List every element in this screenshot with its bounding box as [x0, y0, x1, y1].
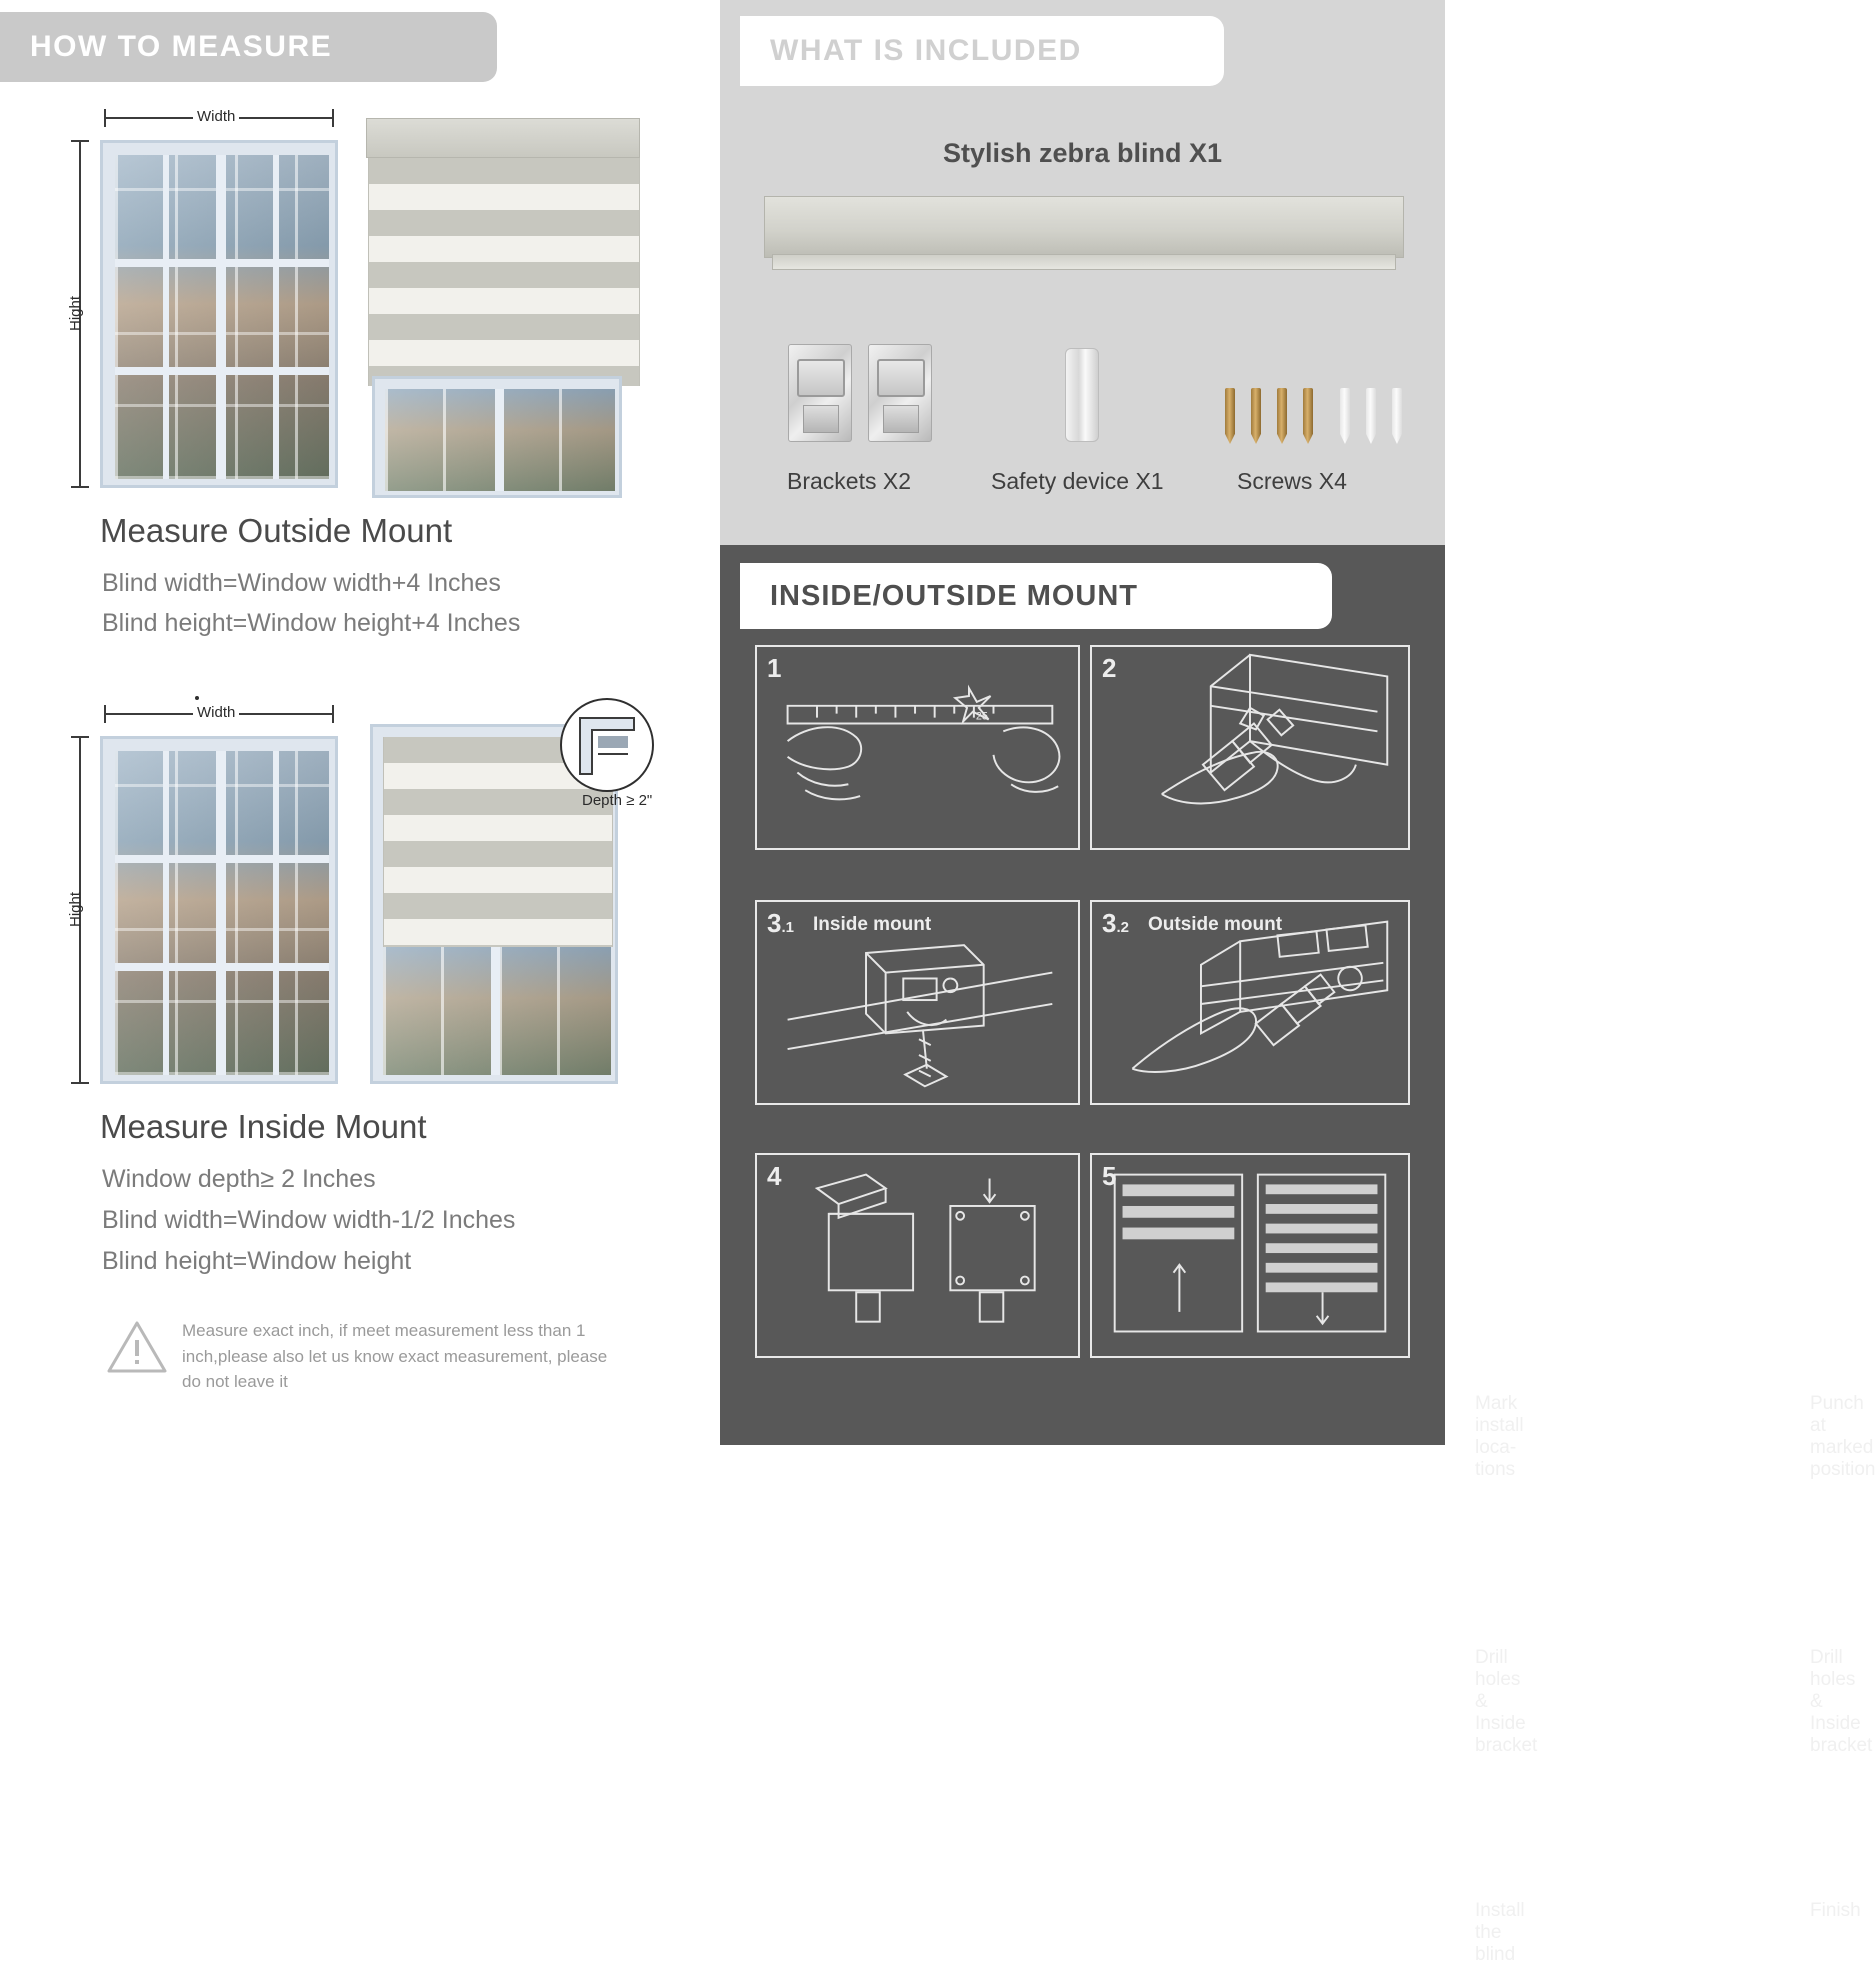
step-5-illustration — [1090, 1153, 1410, 1358]
depth-callout-anchor — [195, 696, 199, 700]
inside-height-label: Hight — [67, 891, 85, 928]
under-blind-mullion — [495, 389, 504, 491]
step-3-1-subtitle: Inside mount — [813, 914, 932, 935]
zebra-blind-headrail-image — [764, 196, 1404, 272]
warning-triangle-icon — [106, 1318, 168, 1381]
step-4-caption: Install the blind — [1475, 1900, 1525, 1965]
wall-anchor-2 — [1366, 388, 1376, 444]
step-3-1-caption: Drill holes & Inside bracket — [1475, 1647, 1538, 1756]
what-is-included-title: WHAT IS INCLUDED — [770, 34, 1082, 67]
inside-outside-mount-title: INSIDE/OUTSIDE MOUNT — [770, 579, 1139, 612]
outside-mount-line-1: Blind width=Window width+4 Inches — [102, 569, 501, 597]
step-2-number: 2 — [1102, 653, 1117, 683]
step-2-illustration — [1090, 645, 1410, 850]
safety-device-label: Safety device X1 — [991, 468, 1164, 494]
brackets-label: Brackets X2 — [787, 468, 911, 494]
inside-height-tick-bottom — [71, 1082, 89, 1084]
step-1-caption: Mark install loca- tions — [1475, 1393, 1524, 1480]
measure-note — [106, 1318, 626, 1395]
screw-metal-4 — [1303, 388, 1313, 444]
svg-text:25: 25 — [975, 710, 988, 723]
left-column — [0, 0, 711, 1445]
wall-anchor-1 — [1340, 388, 1350, 444]
headrail-lip — [772, 254, 1396, 270]
window-frame-under-blind-outside — [372, 376, 622, 498]
outside-mount-diagram — [0, 100, 711, 500]
screw-metal-1 — [1225, 388, 1235, 444]
how-to-measure-title: HOW TO MEASURE — [30, 30, 333, 63]
window-mullion-h1-inside — [115, 855, 329, 863]
blind-headrail-outside — [366, 118, 640, 158]
window-frame-inside — [100, 736, 338, 1084]
included-parts-row — [720, 340, 1445, 450]
step-4-illustration — [755, 1153, 1080, 1358]
step-5-number: 5 — [1102, 1161, 1117, 1191]
window-mullion-h2 — [115, 367, 329, 375]
step-4-number: 4 — [767, 1161, 782, 1191]
step-3-2-number: 3.2 — [1102, 908, 1129, 938]
zebra-fabric-outside — [368, 158, 640, 386]
step-5-sketch — [1092, 1155, 1408, 1356]
window-mullion-v2-inside — [163, 751, 169, 1075]
inside-mount-diagram — [0, 696, 711, 1096]
window-mullion-h1 — [115, 259, 329, 267]
headrail-top — [764, 196, 1404, 258]
depth-callout-circle — [560, 698, 654, 792]
under-blind-mullion-inside — [491, 947, 500, 1075]
step-3-2-caption: Drill holes & Inside bracket — [1810, 1647, 1873, 1756]
window-mullion-v3-inside — [273, 751, 279, 1075]
step-1-sketch — [757, 647, 1078, 848]
step-3-2-illustration — [1090, 900, 1410, 1105]
inside-outside-mount-ribbon — [740, 563, 1332, 629]
step-1-illustration — [755, 645, 1080, 850]
window-mullion-v3 — [273, 155, 279, 479]
window-mullion-v2 — [163, 155, 169, 479]
how-to-measure-ribbon — [0, 12, 497, 82]
safety-device-part — [1065, 348, 1099, 442]
inside-mount-line-1: Window depth≥ 2 Inches — [102, 1165, 376, 1193]
outside-mount-heading: Measure Outside Mount — [100, 512, 453, 549]
step-5-caption: Finish — [1810, 1900, 1861, 1921]
inside-width-tick-right — [332, 705, 334, 723]
width-dim-tick-right — [332, 109, 334, 127]
window-with-blind-outside — [366, 118, 658, 498]
screw-metal-2 — [1251, 388, 1261, 444]
step-3-1-illustration — [755, 900, 1080, 1105]
step-4-sketch — [757, 1155, 1078, 1356]
included-main-item-label: Stylish zebra blind X1 — [942, 138, 1223, 168]
step-3-2-subtitle: Outside mount — [1148, 914, 1283, 935]
step-3-1-number: 3.1 — [767, 908, 794, 938]
step-1-number: 1 — [767, 653, 782, 683]
height-dim-tick-bottom — [71, 486, 89, 488]
bracket-part-2 — [868, 344, 932, 442]
window-frame-outside — [100, 140, 338, 488]
outside-mount-line-2: Blind height=Window height+4 Inches — [102, 609, 521, 637]
width-dim-tick-left — [104, 109, 106, 127]
outside-width-label: Width — [193, 108, 239, 125]
wall-anchor-3 — [1392, 388, 1402, 444]
what-is-included-panel — [720, 0, 1445, 545]
height-dim-tick-top — [71, 140, 89, 142]
window-mullion-h2-inside — [115, 963, 329, 971]
inside-mount-line-3: Blind height=Window height — [102, 1247, 412, 1275]
inside-outside-mount-panel — [720, 545, 1876, 1965]
outside-height-label: Hight — [67, 295, 85, 332]
measure-note-text: Measure exact inch, if meet measurement less than 1 inch,please also let us know exact measurement, please do not leave it — [182, 1321, 608, 1391]
screw-metal-3 — [1277, 388, 1287, 444]
what-is-included-ribbon — [740, 16, 1224, 86]
inside-mount-heading: Measure Inside Mount — [100, 1108, 427, 1145]
step-2-caption: Punch at marked position — [1810, 1393, 1876, 1480]
window-mullion-vertical — [216, 155, 226, 479]
inside-height-tick-top — [71, 736, 89, 738]
window-mullion-vertical-inside — [216, 751, 226, 1075]
inside-width-tick-left — [104, 705, 106, 723]
screws-label: Screws X4 — [1237, 468, 1347, 494]
step-2-sketch — [1092, 647, 1408, 848]
bracket-part-1 — [788, 344, 852, 442]
inside-mount-line-2: Blind width=Window width-1/2 Inches — [102, 1206, 516, 1234]
inside-width-label: Width — [193, 704, 239, 721]
depth-label: Depth ≥ 2" — [582, 792, 653, 809]
